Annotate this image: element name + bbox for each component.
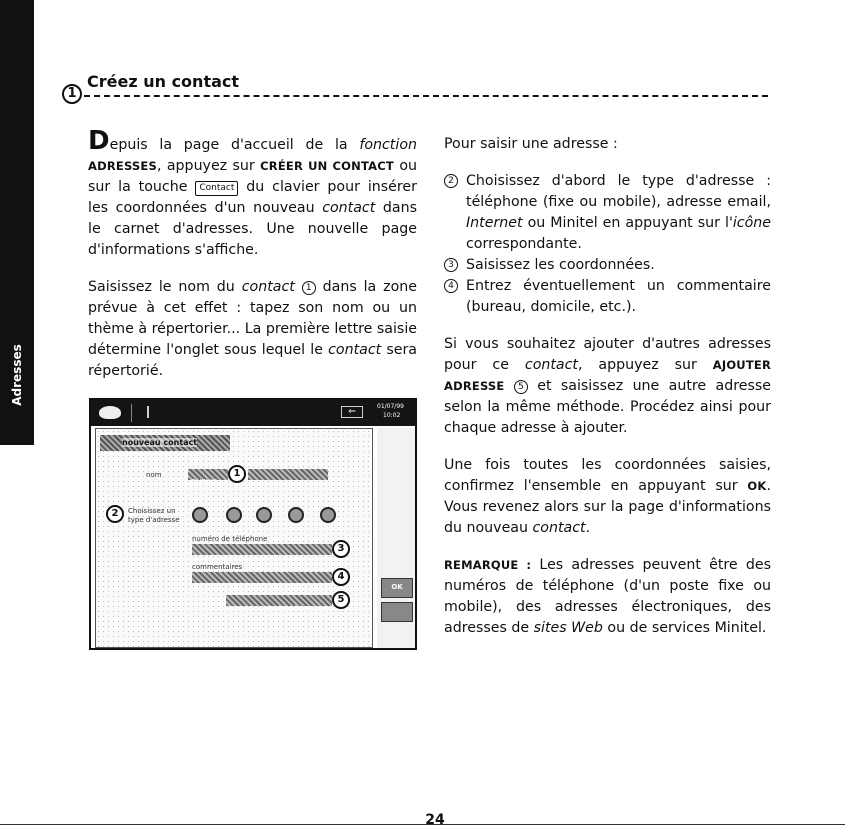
device-screenshot xyxy=(89,398,417,650)
step-marker: 4 xyxy=(444,279,458,293)
cancel-button[interactable] xyxy=(381,602,413,622)
name-input-extension xyxy=(248,469,328,480)
step-marker: 1 xyxy=(302,281,316,295)
list-item: 4 Entrez éventuellement un commentaire (bureau, domicile, etc.). xyxy=(444,276,771,318)
address-steps xyxy=(444,171,771,318)
dashed-divider xyxy=(84,95,768,97)
pen-icon xyxy=(147,406,149,418)
step-marker: 5 xyxy=(514,380,528,394)
intro-paragraph: Depuis la page d'accueil de la fonction ADRESSES, appuyez sur CRÉER UN CONTACT ou sur la touche Contact du clavier pour insérer les coordonnées d'un nouveau contact dans le carnet d'adresses. Une nouvelle page d'informations s'affiche. xyxy=(88,126,418,258)
name-paragraph: Saisissez le nom du contact 1 dans la zone prévue à cet effet : tapez son nom ou un thème à répertorier... La première lettre saisie détermine l'onglet sous lequel le contact sera répertorié. xyxy=(88,279,417,379)
note-label: REMARQUE : xyxy=(444,558,532,572)
section-title: Créez un contact xyxy=(87,72,240,91)
clock-date: 01/07/99 xyxy=(377,403,404,410)
form-title: nouveau contact xyxy=(122,438,198,447)
callout-badge-2: 2 xyxy=(106,505,124,523)
home-icon xyxy=(99,406,121,419)
callout-badge-4: 4 xyxy=(332,568,350,586)
form-title-bar xyxy=(100,435,230,451)
left-column xyxy=(88,126,418,398)
clock-time: 10:02 xyxy=(383,412,401,419)
bottom-divider xyxy=(0,824,845,825)
callout-badge-1: 1 xyxy=(228,465,246,483)
device-side-panel xyxy=(377,428,415,648)
back-arrow-icon: ⇐ xyxy=(341,406,363,418)
address-intro: Pour saisir une adresse : xyxy=(444,136,618,152)
name-label: nom xyxy=(146,471,162,479)
comment-input[interactable] xyxy=(192,572,332,583)
contact-key-icon: Contact xyxy=(195,181,238,196)
device-top-bar xyxy=(91,400,415,426)
step-number-badge: 1 xyxy=(62,84,82,104)
name-value: DUPUIS xyxy=(191,478,218,486)
phone-type-icon[interactable] xyxy=(192,507,208,523)
add-address-button[interactable] xyxy=(226,595,332,612)
address-type-label-2: type d'adresse xyxy=(128,516,180,524)
note-paragraph: REMARQUE : Les adresses peuvent être des numéros de téléphone (d'un poste fixe ou mobile), des adresses électroniques, des adresses de sites Web ou de services Minitel. xyxy=(444,557,772,636)
step-marker: 3 xyxy=(444,258,458,272)
new-contact-form xyxy=(95,428,373,648)
phone-input[interactable] xyxy=(192,544,332,555)
list-item: 2 Choisissez d'abord le type d'adresse : téléphone (fixe ou mobile), adresse email, Internet ou Minitel en appuyant sur l'icône correspondante. xyxy=(444,171,771,255)
comment-label: commentaires xyxy=(192,563,243,571)
phone-label: numéro de téléphone xyxy=(192,535,268,543)
add-address-label: ajouter adresse xyxy=(266,605,313,612)
minitel-type-icon[interactable] xyxy=(320,507,336,523)
address-type-label-1: Choisissez un xyxy=(128,507,176,515)
list-item: 3 Saisissez les coordonnées. xyxy=(444,255,771,276)
ok-button[interactable]: OK xyxy=(381,578,413,598)
callout-badge-3: 3 xyxy=(332,540,350,558)
add-address-paragraph: Si vous souhaitez ajouter d'autres adresses pour ce contact, appuyez sur AJOUTER ADRESSE 5 et saisissez une autre adresse selon la même méthode. Procédez ainsi pour chaque adresse à ajouter. xyxy=(444,336,771,436)
name-input[interactable] xyxy=(188,469,228,486)
callout-badge-5: 5 xyxy=(332,591,350,609)
drop-cap: D xyxy=(88,126,110,156)
internet-type-icon[interactable] xyxy=(288,507,304,523)
mobile-type-icon[interactable] xyxy=(226,507,242,523)
section-header xyxy=(62,72,768,108)
step-marker: 2 xyxy=(444,174,458,188)
page-number: 24 xyxy=(425,812,445,828)
right-column xyxy=(444,134,771,655)
email-type-icon[interactable] xyxy=(256,507,272,523)
separator-icon xyxy=(131,404,132,422)
confirm-paragraph: Une fois toutes les coordonnées saisies, confirmez l'ensemble en appuyant sur OK. Vous revenez alors sur la page d'informations du nouveau contact. xyxy=(444,457,771,536)
side-tab-label: Adresses xyxy=(10,344,24,406)
